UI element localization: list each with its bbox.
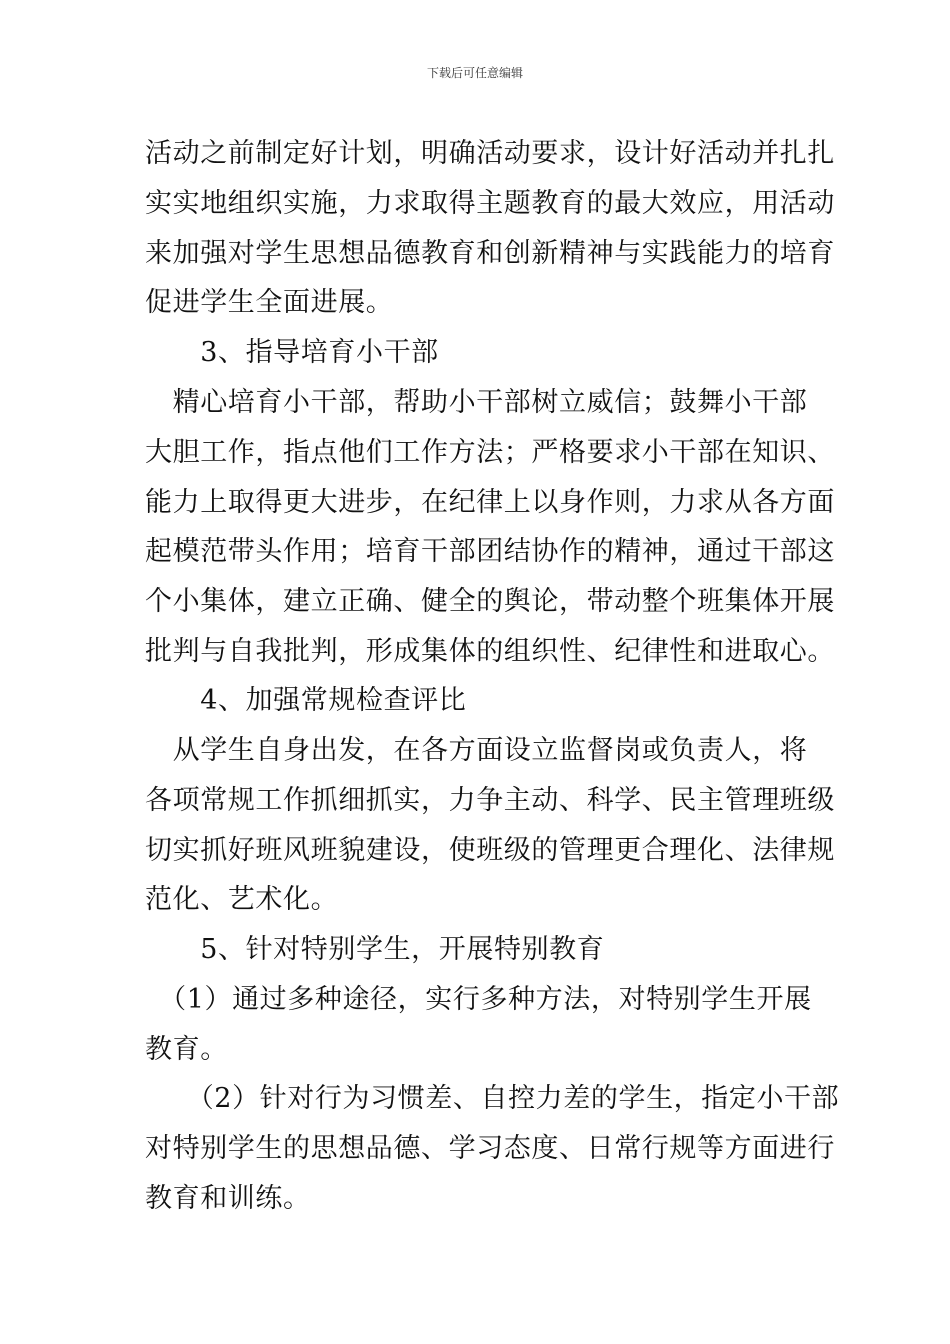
text-line: 教育。	[145, 1034, 228, 1065]
section-heading: 3、指导培育小干部	[145, 337, 439, 368]
text-line: 各项常规工作抓细抓实，力争主动、科学、民主管理班级	[145, 785, 835, 816]
text-line: 教育和训练。	[145, 1183, 311, 1214]
section-heading: 4、加强常规检查评比	[145, 685, 467, 716]
page-header: 下载后可任意编辑	[426, 66, 523, 80]
text-line: 来加强对学生思想品德教育和创新精神与实践能力的培育	[145, 238, 835, 269]
text-line: 范化、艺术化。	[145, 884, 339, 915]
text-line: 精心培育小干部，帮助小干部树立威信；鼓舞小干部	[145, 387, 808, 418]
text-line: 大胆工作，指点他们工作方法；严格要求小干部在知识、	[145, 437, 835, 468]
text-line: 能力上取得更大进步，在纪律上以身作则，力求从各方面	[145, 487, 835, 518]
text-line: 起模范带头作用；培育干部团结协作的精神，通过干部这	[145, 536, 835, 567]
text-line: 切实抓好班风班貌建设，使班级的管理更合理化、法律规	[145, 835, 835, 866]
text-line: 实实地组织实施，力求取得主题教育的最大效应，用活动	[145, 188, 835, 219]
text-line: （2）针对行为习惯差、自控力差的学生，指定小干部	[145, 1083, 840, 1114]
section-heading: 5、针对特别学生，开展特别教育	[145, 934, 605, 965]
text-line: 个小集体，建立正确、健全的舆论，带动整个班集体开展	[145, 586, 835, 617]
text-line: （1）通过多种途径，实行多种方法，对特别学生开展	[145, 984, 812, 1015]
text-line: 对特别学生的思想品德、学习态度、日常行规等方面进行	[145, 1133, 835, 1164]
text-line: 促进学生全面进展。	[145, 287, 394, 318]
text-line: 活动之前制定好计划，明确活动要求，设计好活动并扎扎	[145, 138, 835, 169]
text-line: 从学生自身出发，在各方面设立监督岗或负责人，将	[145, 735, 808, 766]
text-line: 批判与自我批判，形成集体的组织性、纪律性和进取心。	[145, 636, 835, 667]
